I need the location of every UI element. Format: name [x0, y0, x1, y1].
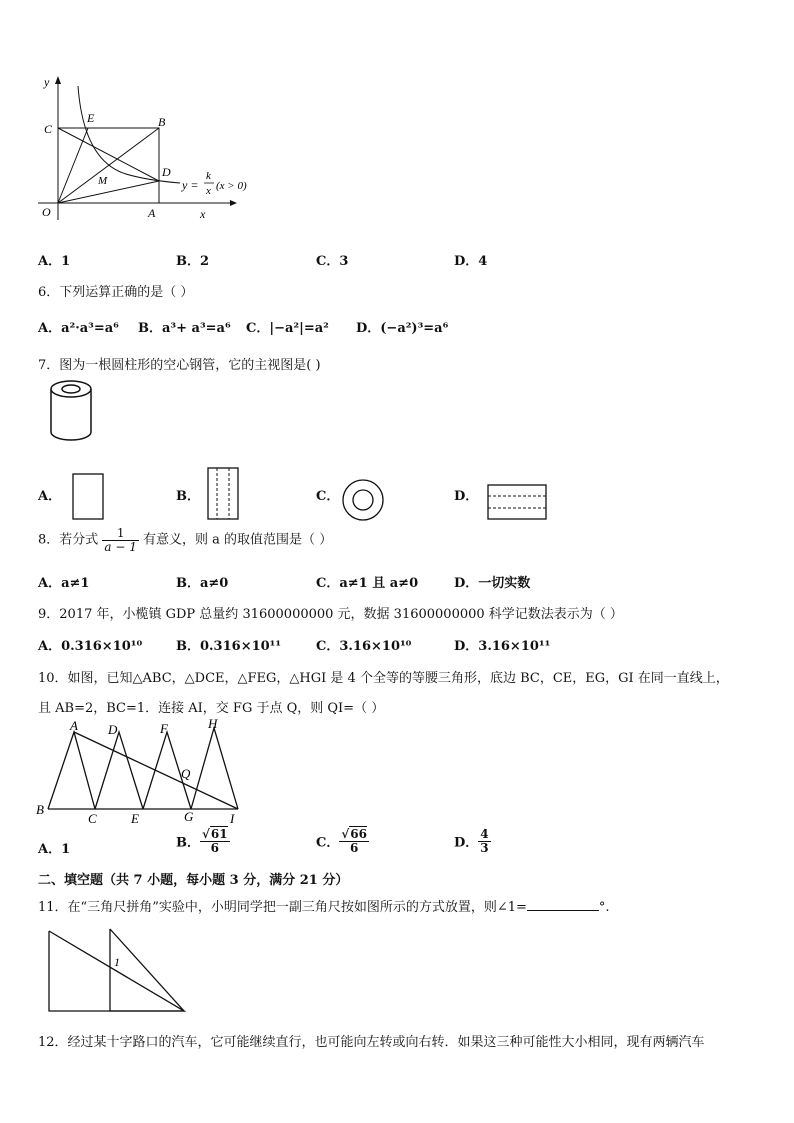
q8-stem [38, 527, 332, 553]
label-x: x [200, 207, 206, 221]
label-e: E [131, 811, 139, 826]
q10-option-b-denominator: 6 [210, 840, 219, 855]
label-a: A [70, 718, 78, 733]
q7-option-c-figure [340, 477, 386, 523]
q10-option-b-numerator: 61 [210, 827, 228, 841]
q10-option-c-numerator: 66 [350, 827, 367, 841]
q10-option-c-label: C． [316, 835, 340, 851]
q5-option-d[interactable]: D．4 [454, 254, 488, 269]
q10-option-a-value: 1 [61, 842, 71, 857]
q9-option-b[interactable]: B．0.316×10¹¹ [176, 639, 282, 654]
label-g: G [184, 809, 194, 824]
line-ce [58, 128, 159, 181]
q7-option-c[interactable]: C． [316, 489, 340, 504]
label-o: O [42, 205, 51, 219]
triangle-hgi [191, 728, 238, 809]
q7-option-b-figure [206, 466, 242, 522]
q5-figure [30, 70, 270, 230]
q8-stem-post: 有意义，则 a 的取值范围是（ ） [143, 532, 333, 548]
label-b: B [36, 802, 44, 817]
q8-option-d[interactable]: D．一切实数 [454, 576, 531, 591]
q8-stem-pre: 8．若分式 [38, 532, 99, 548]
q10-option-d[interactable] [454, 828, 491, 854]
q10-option-b-fraction [200, 828, 230, 854]
curve-label-k: k [206, 170, 211, 182]
q5-option-c[interactable]: C．3 [316, 254, 349, 269]
q7-option-d-figure [486, 483, 550, 523]
triangle-ruler-small [110, 929, 184, 1011]
q5-option-b[interactable]: B．2 [176, 254, 210, 269]
q5-option-a[interactable]: A．1 [38, 254, 71, 269]
q10-option-a[interactable] [38, 838, 70, 857]
tube-inner-hole [62, 385, 80, 393]
sqrt-sign: √ [341, 827, 350, 841]
q8-fraction [102, 527, 138, 553]
q10-option-d-fraction [478, 828, 490, 854]
q8-option-c[interactable]: C．a≠1 且 a≠0 [316, 576, 419, 591]
label-f: F [160, 721, 168, 736]
q7-hollow-tube-figure [48, 377, 94, 443]
label-m: M [98, 175, 108, 187]
q11-stem-post: °. [598, 900, 610, 915]
label-d: D [162, 165, 171, 179]
q9-option-a[interactable]: A．0.316×10¹⁰ [38, 639, 143, 654]
label-y: y [44, 75, 50, 89]
answer-blank[interactable] [527, 898, 599, 911]
q11-stem [38, 896, 610, 915]
horizontal-rectangle [488, 485, 546, 519]
y-axis-arrow [55, 76, 61, 84]
q6-option-b[interactable]: B．a³+ a³=a⁶ [138, 321, 231, 336]
q9-option-d[interactable]: D．3.16×10¹¹ [454, 639, 551, 654]
q8-fraction-denominator: a − 1 [104, 539, 137, 554]
q9-stem: 9．2017 年，小榄镇 GDP 总量约 31600000000 元，数据 31600000000 科学记数法表示为（ ） [38, 607, 623, 622]
q8-option-b[interactable]: B．a≠0 [176, 576, 229, 591]
q7-option-a-figure [70, 472, 106, 522]
q10-option-d-numerator: 4 [480, 827, 489, 841]
label-q: Q [181, 766, 191, 781]
label-c: C [88, 811, 97, 826]
curve-label-x: x [206, 185, 211, 197]
q10-option-c-denominator: 6 [349, 840, 359, 855]
q10-option-d-denominator: 3 [480, 840, 489, 855]
triangle-abc [48, 732, 95, 809]
q10-option-b[interactable] [176, 828, 230, 854]
section-title: 二、填空题（共 7 小题，每小题 3 分，满分 21 分） [38, 873, 349, 888]
q10-stem-line2: 且 AB=2，BC=1．连接 AI，交 FG 于点 Q，则 QI=（ ） [38, 701, 385, 716]
triangle-dce [95, 732, 143, 809]
inner-circle [353, 490, 373, 510]
q6-option-c[interactable]: C．|−a²|=a² [246, 321, 329, 336]
q10-option-d-label: D． [454, 835, 479, 851]
q7-stem: 7．图为一根圆柱形的空心钢管，它的主视图是( ) [38, 358, 321, 373]
q10-option-c[interactable] [316, 828, 369, 854]
label-b: B [158, 115, 166, 129]
q8-option-a[interactable]: A．a≠1 [38, 576, 90, 591]
label-h: H [208, 716, 218, 731]
solid-rectangle [73, 474, 103, 519]
curve-label-y: y = [182, 178, 199, 192]
label-a: A [148, 206, 156, 220]
triangle-ruler-large [49, 931, 184, 1011]
sqrt-sign: √ [202, 827, 210, 841]
curve-label-cond: (x > 0) [216, 180, 247, 192]
outer-rectangle [208, 468, 238, 519]
q10-option-b-label: B． [176, 835, 200, 851]
q11-triangle-rulers-figure [46, 926, 190, 1016]
q12-stem: 12．经过某十字路口的汽车，它可能继续直行，也可能向左转或向右转．如果这三种可能性大小相同，现有两辆汽车 [38, 1035, 705, 1050]
q9-option-c[interactable]: C．3.16×10¹⁰ [316, 639, 412, 654]
q8-fraction-numerator: 1 [102, 527, 138, 541]
q7-option-a[interactable]: A． [38, 489, 62, 504]
label-d: D [108, 722, 118, 737]
angle-label-1: 1 [114, 955, 120, 969]
q7-option-b[interactable]: B． [176, 489, 200, 504]
q10-option-c-fraction [339, 828, 369, 854]
label-e: E [87, 111, 95, 125]
label-i: I [230, 811, 235, 826]
q10-triangles-figure [34, 716, 244, 828]
q6-option-a[interactable]: A．a²·a³=a⁶ [38, 321, 119, 336]
q10-option-a-label: A． [38, 842, 62, 857]
q11-stem-pre: 11．在“三角尺拼角”实验中，小明同学把一副三角尺按如图所示的方式放置，则∠1= [38, 900, 527, 915]
q10-stem-line1: 10．如图，已知△ABC，△DCE，△FEG，△HGI 是 4 个全等的等腰三角形，底边 BC，CE，EG，GI 在同一直线上， [38, 671, 729, 686]
q6-option-d[interactable]: D．(−a²)³=a⁶ [356, 321, 449, 336]
q6-stem: 6．下列运算正确的是（ ） [38, 285, 194, 300]
label-c: C [44, 122, 53, 136]
q7-option-d[interactable]: D． [454, 489, 479, 504]
x-axis-arrow [230, 200, 237, 206]
